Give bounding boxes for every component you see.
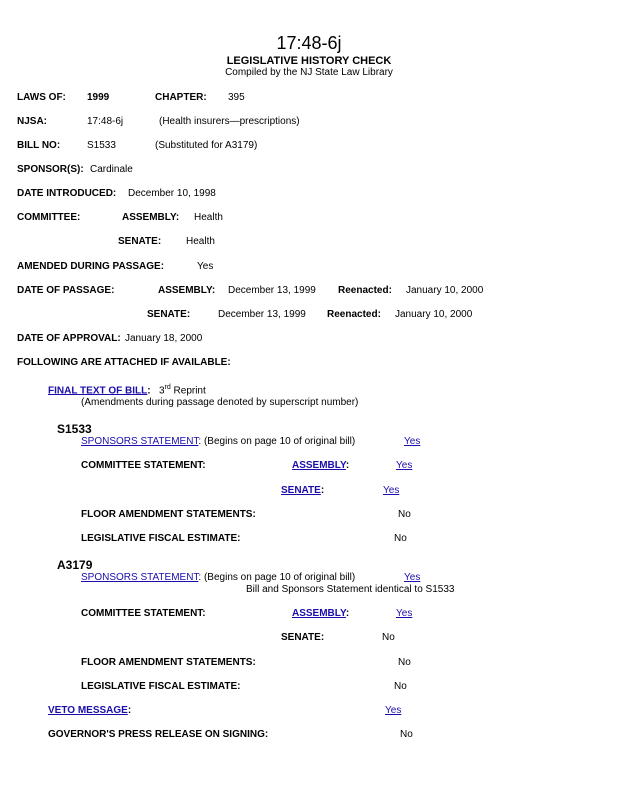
- a3179-heading: A3179: [57, 558, 93, 572]
- s1533-committee-label: COMMITTEE STATEMENT:: [81, 460, 206, 471]
- laws-of-label: LAWS OF:: [17, 92, 66, 103]
- committee-label: COMMITTEE:: [17, 212, 81, 223]
- s1533-assembly-link[interactable]: ASSEMBLY: [292, 460, 346, 471]
- reprint-word: Reprint: [173, 385, 206, 397]
- laws-of-value: 1999: [87, 92, 110, 103]
- approval-label: DATE OF APPROVAL:: [17, 333, 121, 344]
- a3179-floor-label: FLOOR AMENDMENT STATEMENTS:: [81, 657, 256, 668]
- final-text-note: (Amendments during passage denoted by superscript number): [81, 397, 359, 408]
- veto-line: VETO MESSAGE:: [48, 705, 132, 716]
- a3179-sponsors-line: SPONSORS STATEMENT: (Begins on page 10 of original bill): [81, 572, 356, 583]
- bill-no-label: BILL NO:: [17, 140, 61, 151]
- a3179-committee-label: COMMITTEE STATEMENT:: [81, 608, 206, 619]
- s1533-assembly-yes-link[interactable]: Yes: [396, 460, 413, 471]
- bill-no-value: S1533: [87, 140, 116, 151]
- sponsors-value: Cardinale: [90, 164, 133, 175]
- committee-senate-value: Health: [186, 236, 215, 247]
- amended-value: Yes: [197, 261, 214, 272]
- njsa-note: (Health insurers—prescriptions): [159, 116, 300, 127]
- s1533-senate-link[interactable]: SENATE: [281, 485, 321, 496]
- a3179-sponsors-statement-link[interactable]: SPONSORS STATEMENT: [81, 572, 199, 583]
- s1533-senate-yes-link[interactable]: Yes: [383, 485, 400, 496]
- a3179-assembly-line: ASSEMBLY:: [292, 608, 350, 619]
- veto-yes-link[interactable]: Yes: [385, 705, 402, 716]
- veto-message-link[interactable]: VETO MESSAGE: [48, 705, 128, 716]
- committee-assembly-value: Health: [194, 212, 223, 223]
- passage-assembly-reenacted-value: January 10, 2000: [406, 285, 484, 296]
- a3179-fiscal-label: LEGISLATIVE FISCAL ESTIMATE:: [81, 681, 241, 692]
- a3179-sponsors-yes-link[interactable]: Yes: [404, 572, 421, 583]
- s1533-sponsors-statement-link[interactable]: SPONSORS STATEMENT: [81, 436, 199, 447]
- passage-senate-reenacted-value: January 10, 2000: [395, 309, 473, 320]
- governor-value: No: [400, 729, 413, 740]
- passage-senate-label: SENATE:: [147, 309, 191, 320]
- chapter-label: CHAPTER:: [155, 92, 207, 103]
- governor-label: GOVERNOR'S PRESS RELEASE ON SIGNING:: [48, 729, 269, 740]
- date-introduced-label: DATE INTRODUCED:: [17, 188, 117, 199]
- njsa-value: 17:48-6j: [87, 116, 124, 127]
- s1533-assembly-line: ASSEMBLY:: [292, 460, 350, 471]
- date-introduced-value: December 10, 1998: [128, 188, 216, 199]
- a3179-senate-label: SENATE:: [281, 632, 325, 643]
- s1533-floor-label: FLOOR AMENDMENT STATEMENTS:: [81, 509, 256, 520]
- a3179-assembly-yes-link[interactable]: Yes: [396, 608, 413, 619]
- s1533-heading: S1533: [57, 422, 92, 436]
- reprint-number: 3: [158, 385, 165, 397]
- njsa-label: NJSA:: [17, 116, 48, 127]
- approval-value: January 18, 2000: [125, 333, 203, 344]
- a3179-floor-value: No: [398, 657, 411, 668]
- page-title: 17:48-6j: [276, 33, 342, 53]
- s1533-fiscal-value: No: [394, 533, 407, 544]
- s1533-sponsors-line: SPONSORS STATEMENT: (Begins on page 10 of original bill): [81, 436, 356, 447]
- passage-senate-reenacted-label: Reenacted:: [327, 309, 381, 320]
- s1533-floor-value: No: [398, 509, 411, 520]
- passage-label: DATE OF PASSAGE:: [17, 285, 115, 296]
- compiled-by: Compiled by the NJ State Law Library: [225, 67, 393, 78]
- attached-heading: FOLLOWING ARE ATTACHED IF AVAILABLE:: [17, 357, 231, 368]
- a3179-identical-note: Bill and Sponsors Statement identical to S1533: [246, 584, 455, 595]
- s1533-senate-line: SENATE:: [281, 485, 325, 496]
- final-text-link[interactable]: FINAL TEXT OF BILL: [48, 385, 148, 397]
- reprint-superscript: rd: [164, 384, 171, 391]
- a3179-assembly-link[interactable]: ASSEMBLY: [292, 608, 346, 619]
- a3179-senate-value: No: [382, 632, 395, 643]
- s1533-fiscal-label: LEGISLATIVE FISCAL ESTIMATE:: [81, 533, 241, 544]
- s1533-sponsors-yes-link[interactable]: Yes: [404, 436, 421, 447]
- passage-assembly-label: ASSEMBLY:: [158, 285, 216, 296]
- amended-label: AMENDED DURING PASSAGE:: [17, 261, 165, 272]
- bill-no-note: (Substituted for A3179): [155, 140, 258, 151]
- passage-assembly-reenacted-label: Reenacted:: [338, 285, 392, 296]
- page-subtitle: LEGISLATIVE HISTORY CHECK: [226, 55, 392, 67]
- a3179-fiscal-value: No: [394, 681, 407, 692]
- final-text-line: FINAL TEXT OF BILL: 3rd Reprint: [48, 384, 206, 397]
- sponsors-label: SPONSOR(S):: [17, 164, 84, 175]
- committee-assembly-label: ASSEMBLY:: [122, 212, 180, 223]
- passage-senate-value: December 13, 1999: [218, 309, 306, 320]
- committee-senate-label: SENATE:: [118, 236, 162, 247]
- chapter-value: 395: [228, 92, 245, 103]
- passage-assembly-value: December 13, 1999: [228, 285, 316, 296]
